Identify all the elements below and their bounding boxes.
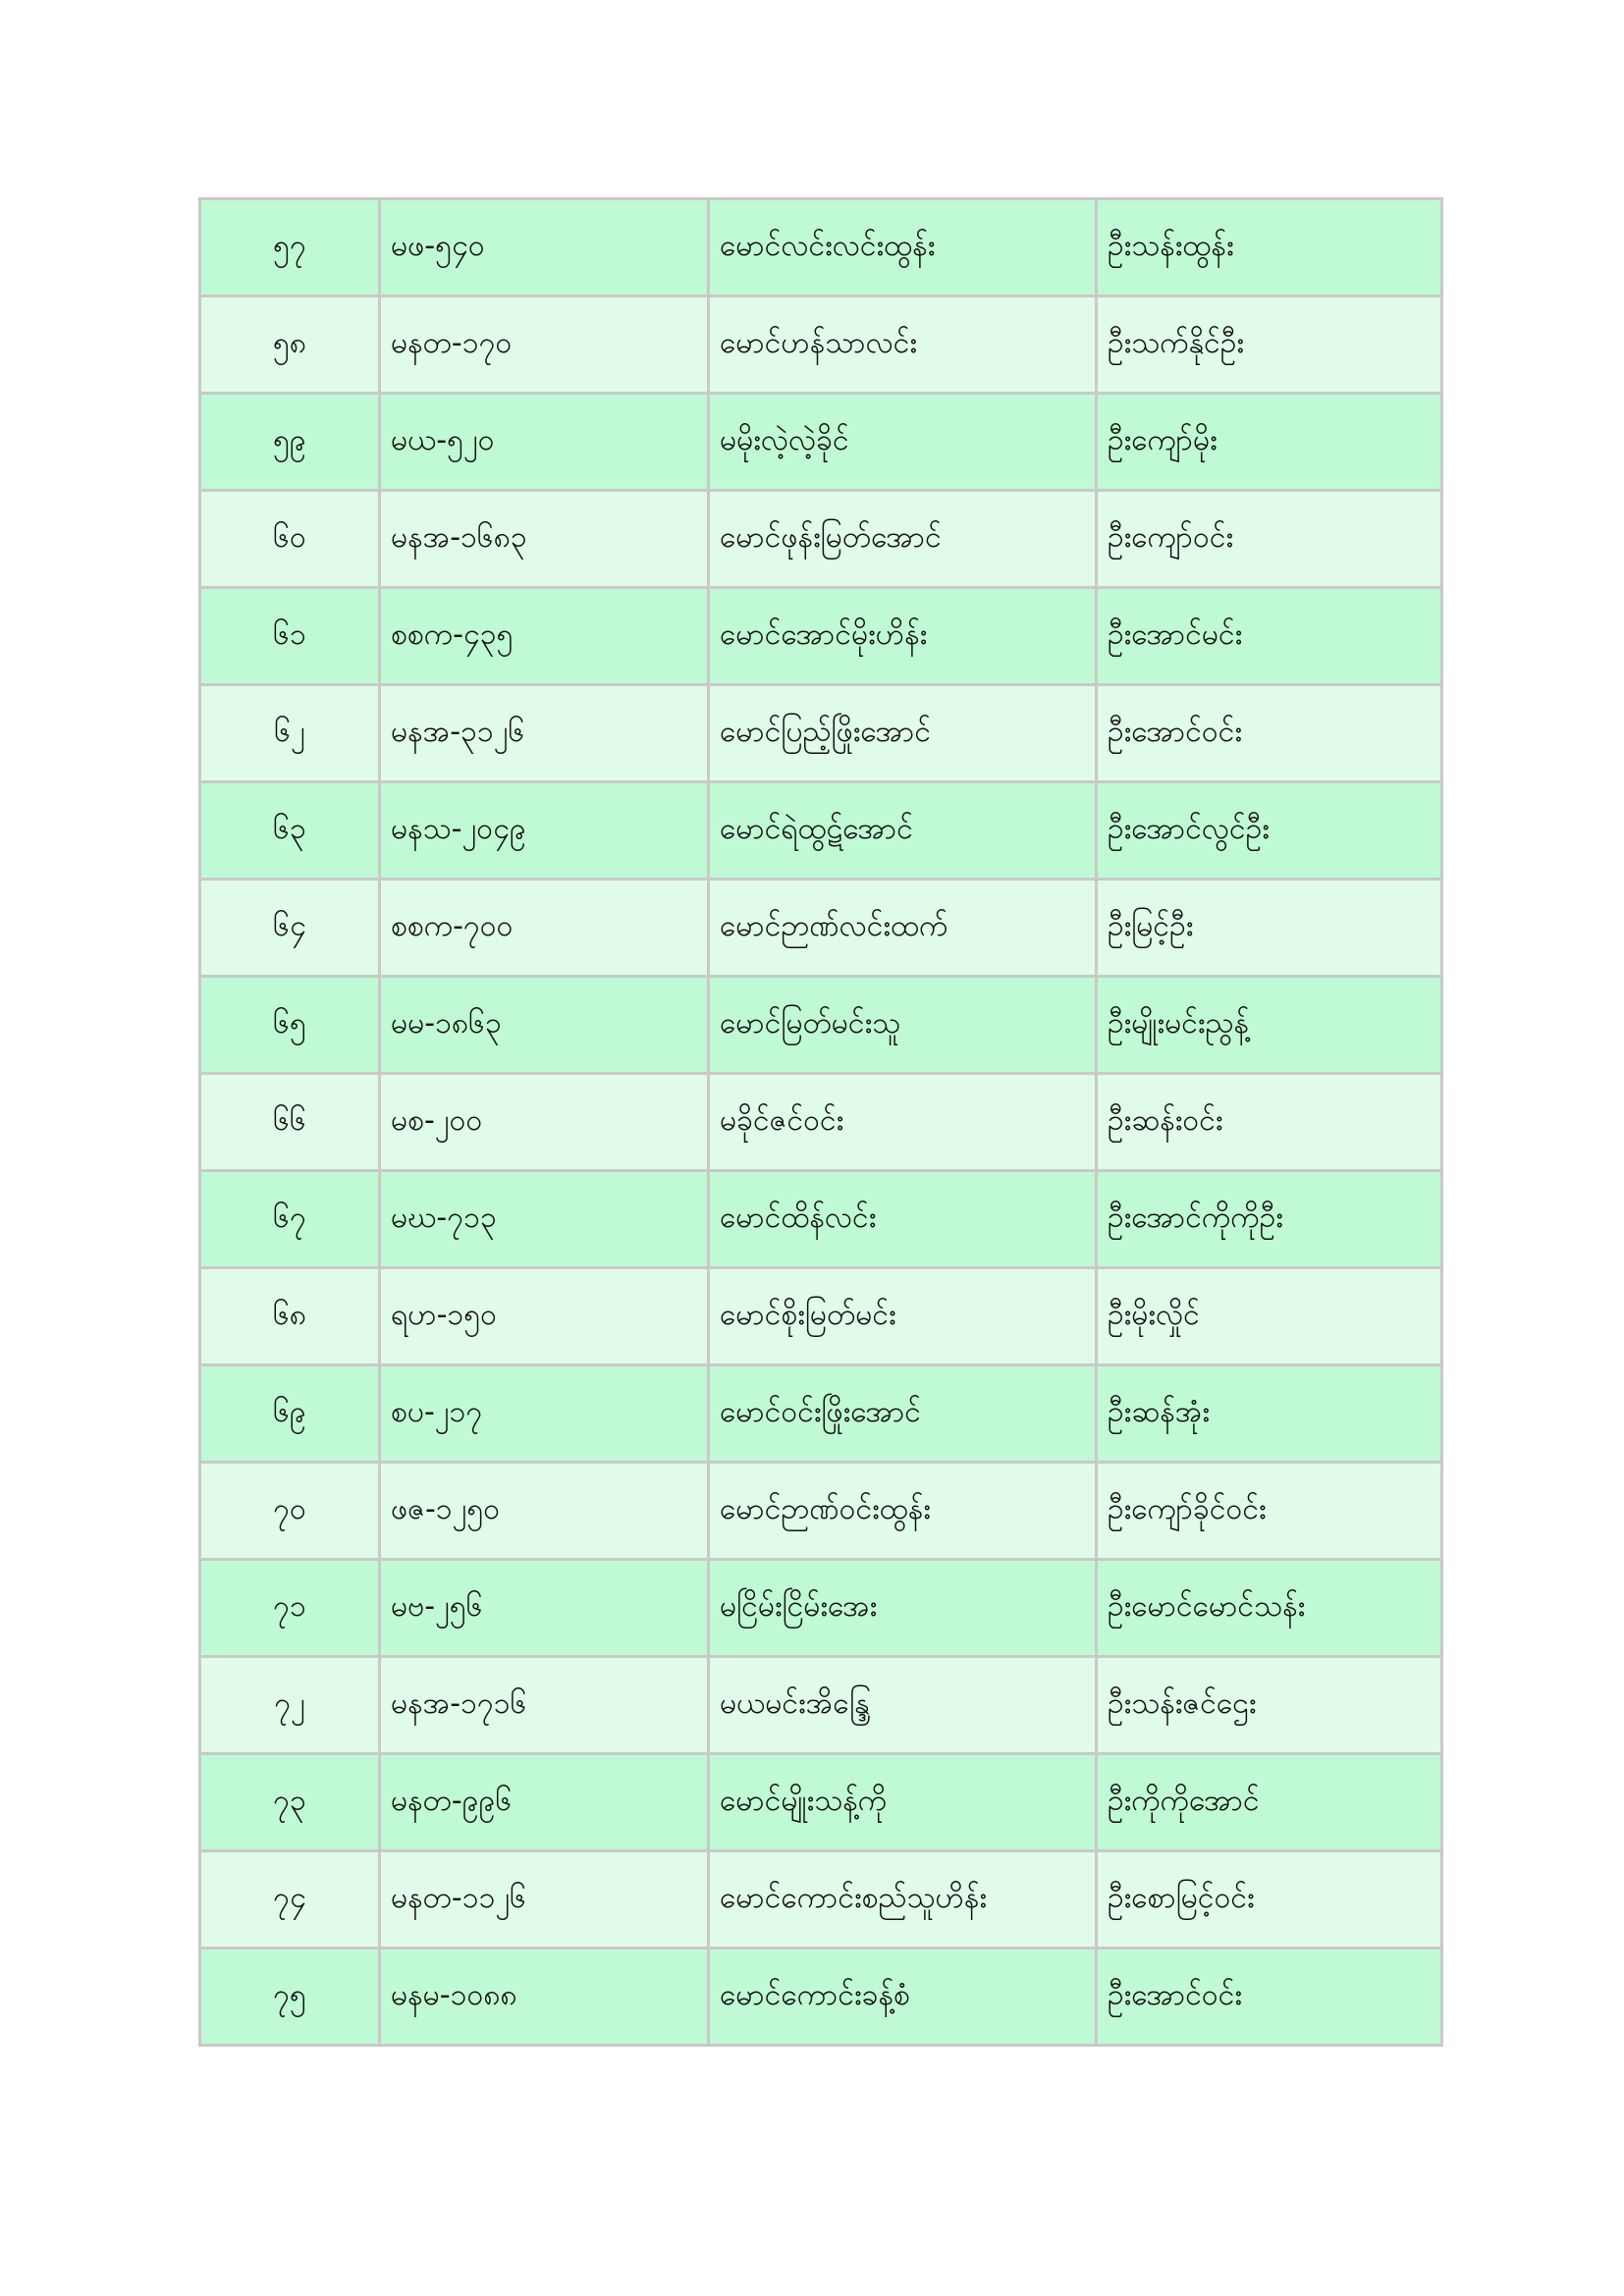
registration-number: မနသ-၂၀၄၉ xyxy=(380,782,709,880)
father-name: ဦးကျော်ဝင်း xyxy=(1097,491,1442,588)
row-number: ၆၃ xyxy=(200,782,380,880)
registration-number: ရဟ-၁၅၀ xyxy=(380,1268,709,1365)
table-row xyxy=(200,296,1442,394)
father-name: ဦးသန်းထွန်း xyxy=(1097,199,1442,296)
registration-number: စစက-၄၃၅ xyxy=(380,588,709,685)
table-row xyxy=(200,685,1442,782)
table-row xyxy=(200,782,1442,880)
registration-number: မနမ-၁၀၈၈ xyxy=(380,1949,709,2046)
father-name: ဦးသက်နိုင်ဦး xyxy=(1097,296,1442,394)
father-name: ဦးကျော်မိုး xyxy=(1097,394,1442,491)
father-name: ဦးအောင်ဝင်း xyxy=(1097,685,1442,782)
father-name: ဦးအောင်ကိုကိုဦး xyxy=(1097,1171,1442,1268)
registration-number: မနအ-၁၆၈၃ xyxy=(380,491,709,588)
table-row xyxy=(200,1171,1442,1268)
registration-number: မနတ-၉၉၆ xyxy=(380,1754,709,1851)
father-name: ဦးဆန်အုံး xyxy=(1097,1365,1442,1463)
row-number: ၇၀ xyxy=(200,1463,380,1560)
row-number: ၆၈ xyxy=(200,1268,380,1365)
row-number: ၅၇ xyxy=(200,199,380,296)
row-number: ၇၁ xyxy=(200,1560,380,1657)
row-number: ၅၈ xyxy=(200,296,380,394)
registration-number: ဖဇ-၁၂၅၀ xyxy=(380,1463,709,1560)
row-number: ၇၃ xyxy=(200,1754,380,1851)
father-name: ဦးမောင်မောင်သန်း xyxy=(1097,1560,1442,1657)
row-number: ၇၂ xyxy=(200,1657,380,1754)
registration-number: မမ-၁၈၆၃ xyxy=(380,977,709,1074)
row-number: ၆၇ xyxy=(200,1171,380,1268)
row-number: ၇၄ xyxy=(200,1851,380,1949)
father-name: ဦးမိုးလှိုင် xyxy=(1097,1268,1442,1365)
row-number: ၆၀ xyxy=(200,491,380,588)
registration-number: မနအ-၁၇၁၆ xyxy=(380,1657,709,1754)
father-name: ဦးမြင့်ဦး xyxy=(1097,880,1442,977)
table-row xyxy=(200,394,1442,491)
student-name: မောင်ဖုန်းမြတ်အောင် xyxy=(709,491,1097,588)
student-name: မငြိမ်းငြိမ်းအေး xyxy=(709,1560,1097,1657)
student-name: မမိုးလဲ့လဲ့ခိုင် xyxy=(709,394,1097,491)
table-row xyxy=(200,199,1442,296)
table-row xyxy=(200,1268,1442,1365)
table-row xyxy=(200,1074,1442,1171)
table-row xyxy=(200,1949,1442,2046)
registration-number: မနတ-၁၁၂၆ xyxy=(380,1851,709,1949)
registration-number: မယ-၅၂၀ xyxy=(380,394,709,491)
row-number: ၆၉ xyxy=(200,1365,380,1463)
table-row xyxy=(200,1463,1442,1560)
student-name: မောင်ဉာဏ်လင်းထက် xyxy=(709,880,1097,977)
student-name: မောင်စိုးမြတ်မင်း xyxy=(709,1268,1097,1365)
father-name: ဦးကျော်ခိုင်ဝင်း xyxy=(1097,1463,1442,1560)
student-name: မောင်ရဲထွဋ်အောင် xyxy=(709,782,1097,880)
student-name: မောင်မျိုးသန့်ကို xyxy=(709,1754,1097,1851)
row-number: ၆၄ xyxy=(200,880,380,977)
table-row xyxy=(200,491,1442,588)
student-name: မခိုင်ဇင်ဝင်း xyxy=(709,1074,1097,1171)
table-row xyxy=(200,588,1442,685)
table-row xyxy=(200,1754,1442,1851)
student-name: မောင်ဟန်သာလင်း xyxy=(709,296,1097,394)
registration-number: မနတ-၁၇၀ xyxy=(380,296,709,394)
student-roster-table xyxy=(198,197,1443,2047)
row-number: ၅၉ xyxy=(200,394,380,491)
registration-number: မစ-၂၀၀ xyxy=(380,1074,709,1171)
student-name: မောင်ဉာဏ်ဝင်းထွန်း xyxy=(709,1463,1097,1560)
student-name: မောင်ပြည့်ဖြိုးအောင် xyxy=(709,685,1097,782)
table-row xyxy=(200,977,1442,1074)
table-row xyxy=(200,1657,1442,1754)
roster-body xyxy=(200,199,1442,2046)
student-name: မယမင်းအိန္ဒြေ xyxy=(709,1657,1097,1754)
student-name: မောင်မြတ်မင်းသူ xyxy=(709,977,1097,1074)
father-name: ဦးကိုကိုအောင် xyxy=(1097,1754,1442,1851)
table-row xyxy=(200,1851,1442,1949)
registration-number: စစက-၇၀၀ xyxy=(380,880,709,977)
row-number: ၆၅ xyxy=(200,977,380,1074)
table-row xyxy=(200,1365,1442,1463)
student-name: မောင်ကောင်းစည်သူဟိန်း xyxy=(709,1851,1097,1949)
table-row xyxy=(200,1560,1442,1657)
row-number: ၆၂ xyxy=(200,685,380,782)
row-number: ၇၅ xyxy=(200,1949,380,2046)
father-name: ဦးအောင်မင်း xyxy=(1097,588,1442,685)
row-number: ၆၆ xyxy=(200,1074,380,1171)
father-name: ဦးမျိုးမင်းညွန့် xyxy=(1097,977,1442,1074)
father-name: ဦးစောမြင့်ဝင်း xyxy=(1097,1851,1442,1949)
registration-number: စပ-၂၁၇ xyxy=(380,1365,709,1463)
table-row xyxy=(200,880,1442,977)
father-name: ဦးအောင်ဝင်း xyxy=(1097,1949,1442,2046)
father-name: ဦးသန်းဇင်ဌေး xyxy=(1097,1657,1442,1754)
registration-number: မဖ-၅၄၀ xyxy=(380,199,709,296)
father-name: ဦးအောင်လွင်ဦး xyxy=(1097,782,1442,880)
student-name: မောင်အောင်မိုးဟိန်း xyxy=(709,588,1097,685)
student-name: မောင်လင်းလင်းထွန်း xyxy=(709,199,1097,296)
registration-number: မဗ-၂၅၆ xyxy=(380,1560,709,1657)
registration-number: မဃ-၇၁၃ xyxy=(380,1171,709,1268)
registration-number: မနအ-၃၁၂၆ xyxy=(380,685,709,782)
student-name: မောင်ထိန်လင်း xyxy=(709,1171,1097,1268)
row-number: ၆၁ xyxy=(200,588,380,685)
student-name: မောင်ကောင်းခန့်စံ xyxy=(709,1949,1097,2046)
student-name: မောင်ဝင်းဖြိုးအောင် xyxy=(709,1365,1097,1463)
father-name: ဦးဆန်းဝင်း xyxy=(1097,1074,1442,1171)
